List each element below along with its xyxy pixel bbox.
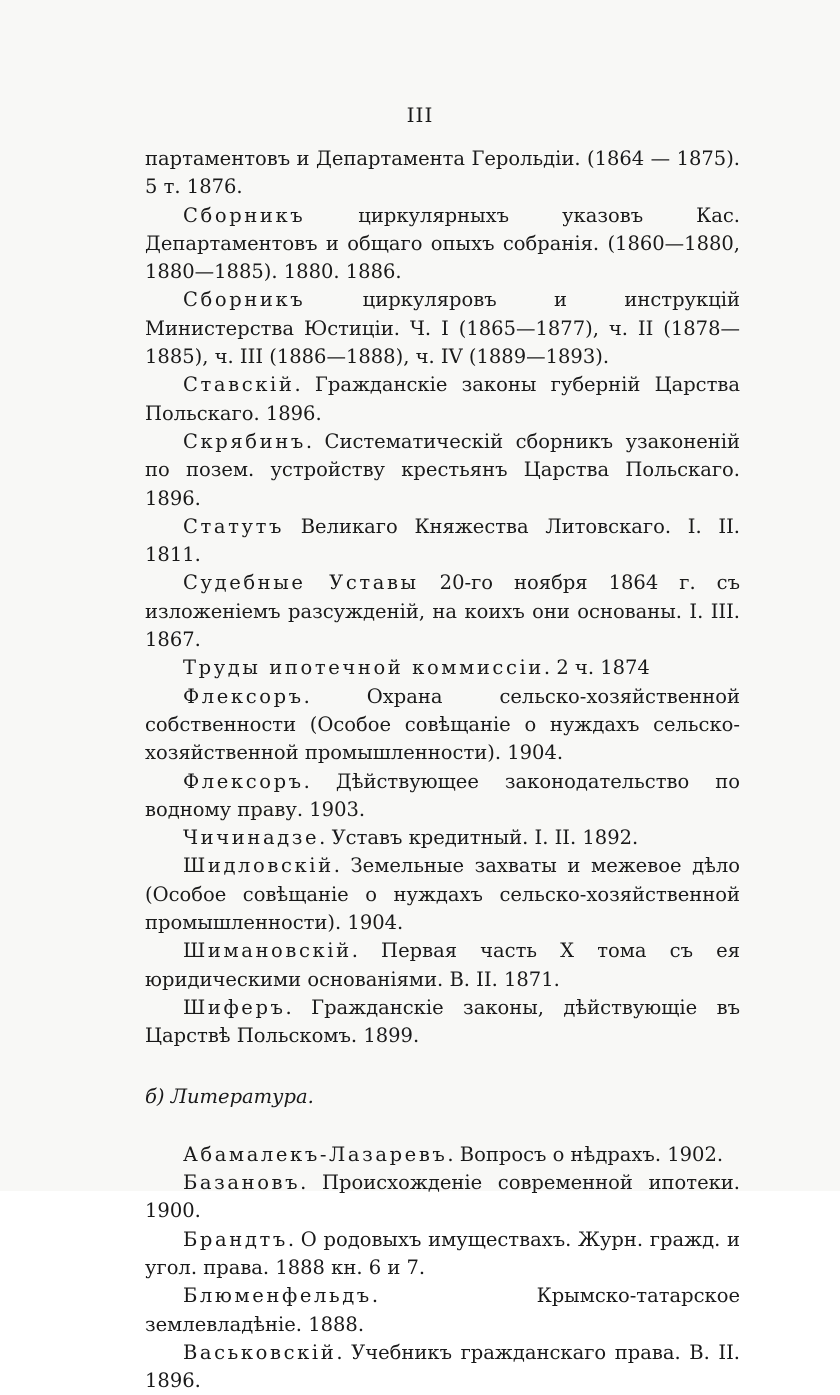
entry-author: Васьковскій	[183, 1340, 337, 1364]
entry-text: . Крымско-татарское землевладѣніе. 1888.	[145, 1284, 740, 1336]
entry-text: . 2 ч. 1874	[543, 656, 650, 680]
entry-author: Сборникъ	[183, 203, 306, 227]
entry-author: Сборникъ	[183, 288, 306, 312]
entry-text: 20-го ноября 1864 г. съ изложеніемъ разсужденій, на коихъ они основаны. I. III. 1867.	[145, 571, 740, 652]
entry-text: . Происхожденіе современной ипотеки. 1900.	[145, 1171, 740, 1223]
literature-entry	[145, 1282, 740, 1339]
entry-text: . О родовыхъ имуществахъ. Журн. гражд. и угол. права. 1888 кн. 6 и 7.	[145, 1227, 740, 1279]
entry-text: . Гражданскіе законы губерній Царства Польскаго. 1896.	[145, 373, 740, 425]
entry-text: . Систематическій сборникъ узаконеній по позем. устройству крестьянъ Царства Польскаго. 1896.	[145, 429, 740, 510]
source-entry	[145, 852, 740, 937]
source-entry	[145, 994, 740, 1051]
literature-entry	[145, 1141, 740, 1169]
source-entry	[145, 513, 740, 570]
source-entry	[145, 202, 740, 287]
entry-text: . Учебникъ гражданскаго права. В. II. 1896.	[145, 1340, 740, 1393]
entry-text: . Охрана сельско-хозяйственной собственности (Особое совѣщаніе о нуждахъ сельско-хозяйственной промышленности). 1904.	[145, 684, 740, 765]
page-number: III	[406, 103, 434, 127]
entry-author: Судебные Уставы	[183, 571, 419, 595]
entry-author: Блюменфельдъ	[183, 1284, 372, 1308]
source-entry	[145, 824, 740, 852]
entry-text: циркуляровъ и инструкцій Министерства Юстиціи. Ч. I (1865—1877), ч. II (1878—1885), ч. III (1886—1888), ч. IV (1889—1893).	[145, 288, 740, 369]
source-entry	[145, 937, 740, 994]
entry-author: Чичинадзе	[183, 826, 320, 850]
entry-author: Скрябинъ	[183, 429, 306, 453]
source-entry	[145, 428, 740, 513]
entry-author: Шидловскій	[183, 854, 334, 878]
entry-text: . Вопросъ о нѣдрахъ. 1902.	[447, 1142, 724, 1166]
entry-author: Абамалекъ-Лазаревъ	[183, 1142, 448, 1166]
entry-text: . Земельные захваты и межевое дѣло (Особое совѣщаніе о нуждахъ сельско-хозяйственной промышленности). 1904.	[145, 854, 740, 935]
text-block	[145, 145, 740, 1395]
entry-author: Шимановскій	[183, 939, 352, 963]
source-entry	[145, 654, 740, 682]
entry-continuation	[145, 145, 740, 202]
entry-author: Ставскій	[183, 373, 295, 397]
entry-text: циркулярныхъ указовъ Кас. Департаментовъ и общаго опыхъ собранія. (1860—1880, 1880—1885). 1880. 1886.	[145, 203, 740, 284]
entry-text: . Уставъ кредитный. I. II. 1892.	[319, 826, 639, 850]
entry-author: Флексоръ	[183, 769, 304, 793]
entry-author: Базановъ	[183, 1171, 301, 1195]
entry-text: . Гражданскіе законы, дѣйствующіе въ Царствѣ Польскомъ. 1899.	[145, 995, 740, 1048]
entry-text: . Первая часть X тома съ ея юридическими основаніями. В. II. 1871.	[145, 939, 740, 991]
entry-author: Статутъ	[183, 514, 284, 538]
literature-entry	[145, 1169, 740, 1226]
source-entry	[145, 286, 740, 371]
entry-text: . Дѣйствующее законодательство по водному праву. 1903.	[145, 769, 740, 821]
entry-author: Труды ипотечной коммиссіи	[183, 656, 544, 680]
source-entry	[145, 371, 740, 428]
section-heading: б) Литература.	[145, 1084, 314, 1108]
source-entry	[145, 683, 740, 768]
entry-author: Брандтъ	[183, 1227, 288, 1251]
literature-entry	[145, 1226, 740, 1283]
entry-author: Флексоръ	[183, 684, 304, 708]
entry-text: партаментовъ и Департамента Герольдіи. (1864 — 1875). 5 т. 1876.	[145, 147, 740, 199]
entry-text: Великаго Княжества Литовскаго. I. II. 1811.	[145, 514, 740, 567]
source-entry	[145, 768, 740, 825]
entry-author: Шиферъ	[183, 995, 286, 1019]
source-entry	[145, 569, 740, 654]
literature-entry	[145, 1339, 740, 1395]
